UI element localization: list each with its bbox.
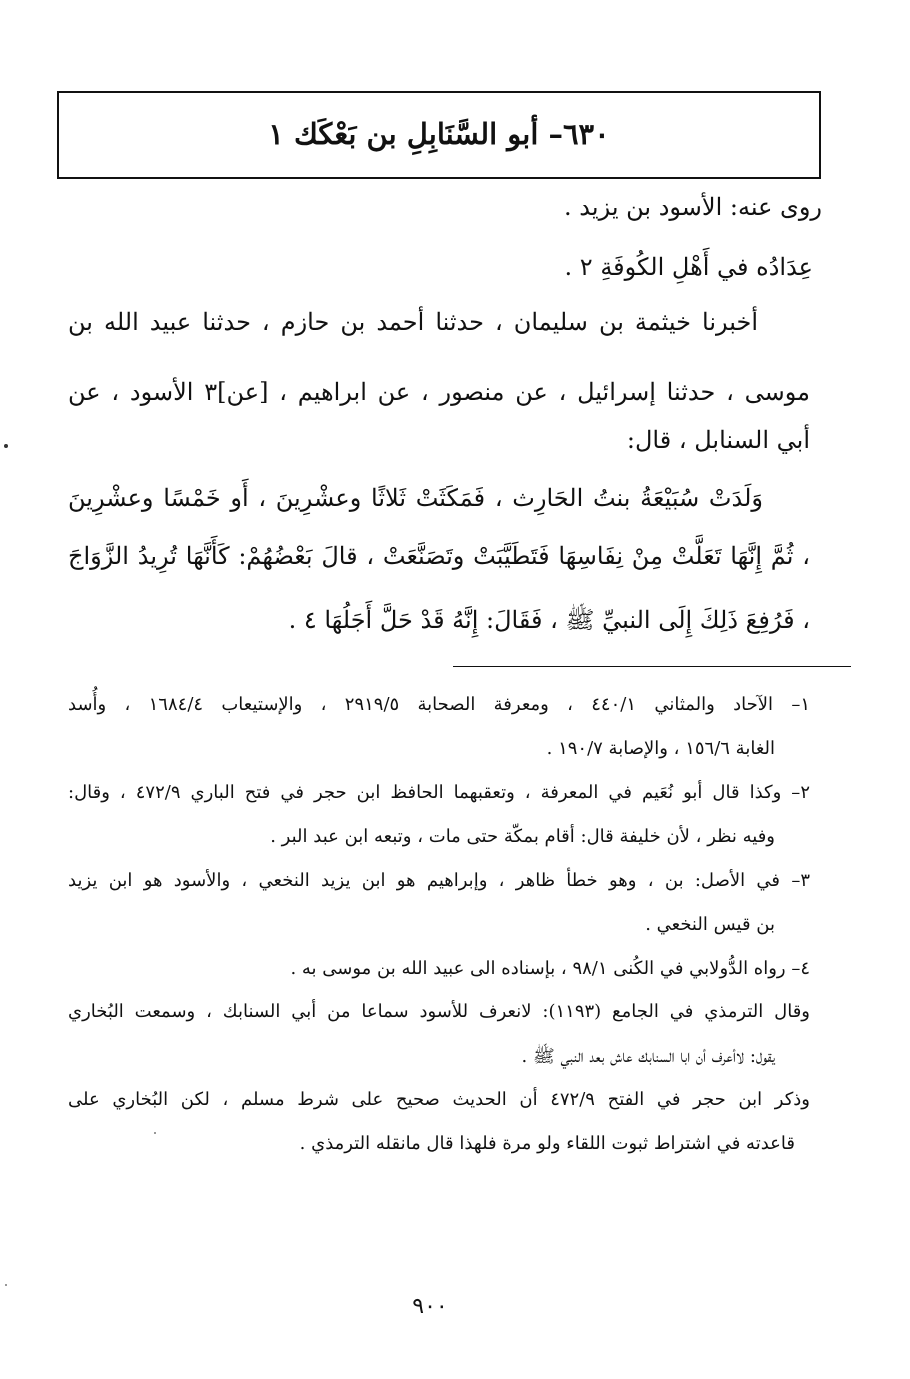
footnote-line-7: ٤– رواه الدُّولابي في الكُنى ٩٨/١ ، بإسناده الى عبيد الله بن موسى به . xyxy=(290,958,810,979)
footnote-line-9: يقول: لاأعرف أن ابا السنابك عاش بعد النبي ﷺ . xyxy=(521,1046,775,1067)
main-line-6: وَلَدَتْ سُبَيْعَةُ بنتُ الحَارِث ، فَمَكَثَتْ ثَلاثًا وعشْرِينَ ، أَو خَمْسًا وعشْرِينَ xyxy=(68,484,763,512)
page-number: ٩٠٠ xyxy=(412,1294,448,1319)
footnote-line-5: ٣– في الأصل: بن ، وهو خطأ ظاهر ، وإبراهيم هو ابن يزيد النخعي ، والأسود هو ابن يزيد xyxy=(68,870,810,891)
entry-title: ٦٣٠– أبو السَّنَابِلِ بن بَعْكَك ١ xyxy=(268,117,610,151)
main-line-1: روى عنه: الأسود بن يزيد . xyxy=(564,193,822,221)
footnote-line-8: وقال الترمذي في الجامع (١١٩٣): لانعرف للأسود سماعا من أبي السنابك ، وسمعت البُخاري xyxy=(68,1001,810,1022)
footnote-line-1: ١– الآحاد والمثاني ٤٤٠/١ ، ومعرفة الصحابة ٢٩١٩/٥ ، والإستيعاب ١٦٨٤/٤ ، وأُسد xyxy=(68,694,810,715)
footnote-line-3: ٢– وكذا قال أبو نُعَيم في المعرفة ، وتعقبهما الحافظ ابن حجر في فتح الباري ٤٧٢/٩ ، وقال: xyxy=(68,782,810,803)
main-line-8: ، فَرُفِعَ ذَلِكَ إِلَى النبيِّ ﷺ ، فَقَالَ: إِنَّهُ قَدْ حَلَّ أَجَلُهَا ٤ . xyxy=(288,606,810,634)
footnote-line-2: الغابة ١٥٦/٦ ، والإصابة ١٩٠/٧ . xyxy=(546,738,775,759)
main-line-4: موسى ، حدثنا إسرائيل ، عن منصور ، عن ابراهيم ، [عن]٣ الأسود ، عن xyxy=(68,378,810,406)
main-line-3: أخبرنا خيثمة بن سليمان ، حدثنا أحمد بن حازم ، حدثنا عبيد الله بن xyxy=(68,308,758,336)
main-line-2: عِدَادُه في أَهْلِ الكُوفَةِ ٢ . xyxy=(564,253,813,281)
scan-speck xyxy=(4,444,8,448)
footnote-line-4: وفيه نظر ، لأن خليفة قال: أقام بمكّة حتى مات ، وتبعه ابن عبد البر . xyxy=(270,826,775,847)
main-line-7: ، ثُمَّ إِنَّهَا تَعَلَّتْ مِنْ نِفَاسِهَا فَتَطَيَّبَتْ وتَصَنَّعَتْ ، قالَ بَعْضُهُمْ: كَأَنَّهَا تُرِيدُ الزَّوَاجَ xyxy=(68,542,810,570)
scan-speck xyxy=(154,1132,156,1134)
main-line-5: أبي السنابل ، قال: xyxy=(626,426,810,454)
footnote-line-6: بن قيس النخعي . xyxy=(645,914,775,935)
footnote-line-11: قاعدته في اشتراط ثبوت اللقاء ولو مرة فلهذا قال مانقله الترمذي . xyxy=(299,1133,795,1154)
scan-speck xyxy=(5,1284,7,1286)
footnote-line-10: وذكر ابن حجر في الفتح ٤٧٢/٩ أن الحديث صحيح على شرط مسلم ، لكن البُخاري على xyxy=(68,1089,810,1110)
